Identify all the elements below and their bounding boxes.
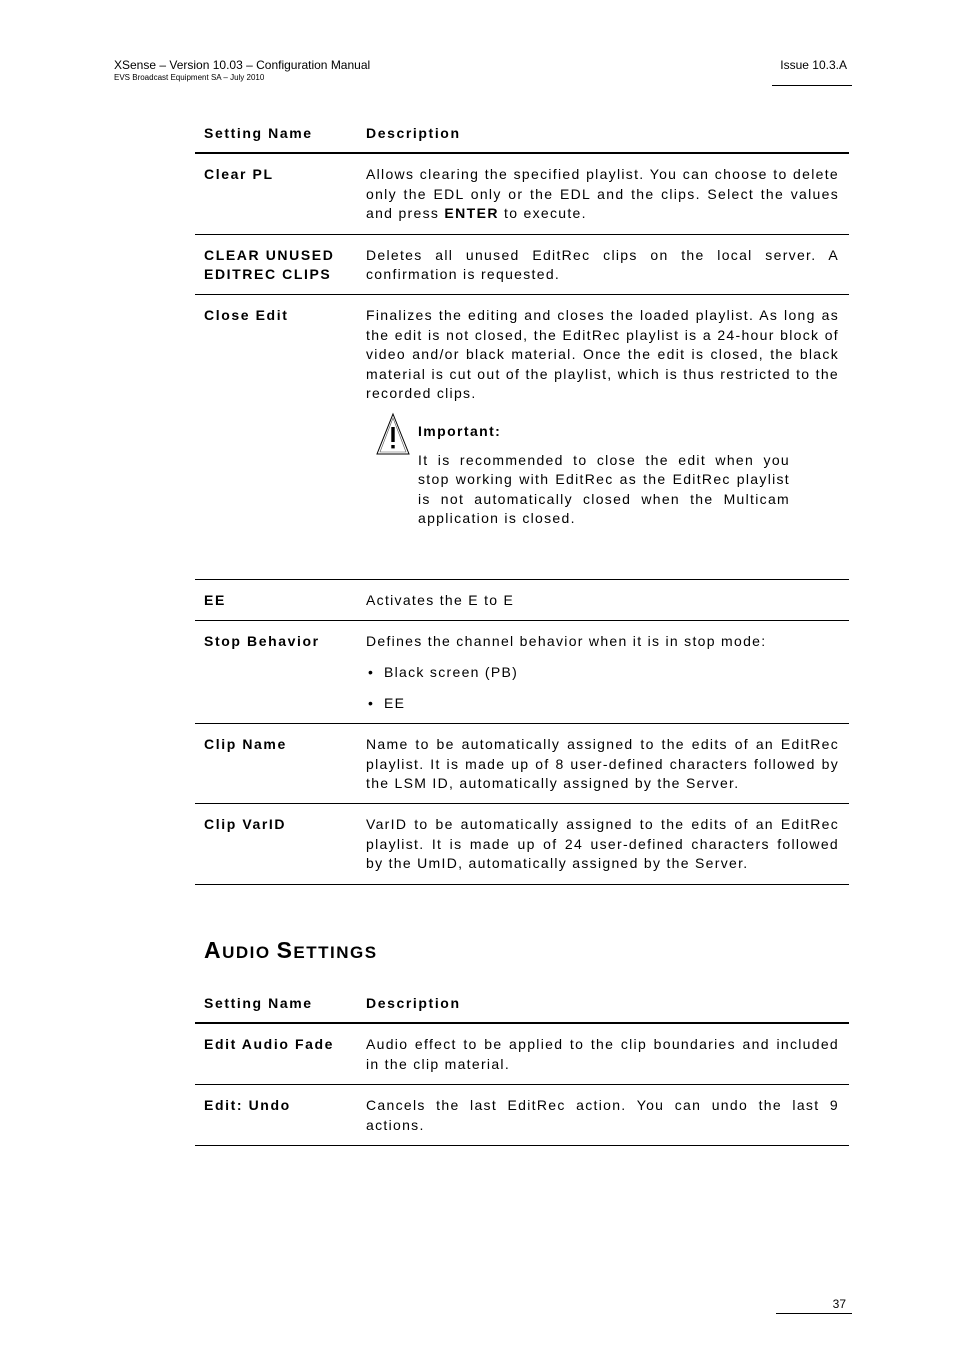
document-subtitle: EVS Broadcast Equipment SA – July 2010	[114, 73, 265, 82]
header-rule	[772, 85, 852, 86]
section-heading	[204, 935, 378, 969]
heading-rest: ETTINGS	[293, 943, 378, 962]
setting-name: Edit Audio Fade	[204, 1036, 335, 1053]
description-text: to execute.	[498, 205, 587, 222]
table-row	[195, 235, 849, 296]
setting-name: Edit: Undo	[204, 1097, 291, 1114]
table-row	[195, 804, 849, 884]
setting-description: Deletes all unused EditRec clips on the local server. A confirmation is requested.	[366, 246, 839, 283]
bullet-icon: •	[368, 664, 375, 681]
list-item	[366, 694, 839, 713]
table-row	[195, 1085, 849, 1146]
list-item-text: EE	[384, 694, 406, 711]
document-title: XSense – Version 10.03 – Configuration Manual	[114, 58, 371, 72]
setting-name: EE	[204, 591, 226, 608]
setting-description: Activates the E to E	[366, 591, 515, 608]
warning-triangle-icon	[376, 412, 418, 528]
setting-name: Clip Name	[204, 736, 287, 753]
settings-table	[195, 118, 849, 885]
page-number: 37	[832, 1297, 846, 1311]
list-item	[366, 663, 839, 682]
table-row	[195, 580, 849, 621]
setting-description: VarID to be automatically assigned to the edits of an EditRec playlist. It is made up of 24 user-defined characters followed by the UmID, automatically assigned by the Server.	[366, 816, 839, 872]
table-row	[195, 621, 849, 724]
bullet-icon: •	[368, 694, 375, 711]
description-text: Finalizes the editing and closes the loaded playlist. As long as the edit is not closed, the EditRec playlist is a 24-hour block of video and/or black material. Once the edit is closed, the black material is cut out of the playlist, which is thus restricted to the recorded clips.	[366, 307, 839, 402]
setting-name: Clip VarID	[204, 816, 287, 833]
important-title: Important:	[418, 423, 502, 440]
audio-settings-table	[195, 988, 849, 1146]
setting-name: Stop Behavior	[204, 632, 320, 649]
table-row	[195, 295, 849, 579]
setting-name-line: CLEAR UNUSED	[204, 246, 335, 263]
col-description: Description	[366, 125, 461, 141]
page-header	[114, 58, 370, 83]
key-label: ENTER	[444, 205, 499, 222]
setting-name: Close Edit	[204, 307, 289, 324]
heading-initial: A	[204, 937, 223, 963]
list-item-text: Black screen (PB)	[384, 664, 519, 681]
setting-name	[195, 235, 357, 295]
setting-name-line: EDITREC CLIPS	[204, 266, 332, 283]
table-header	[195, 988, 849, 1024]
table-row	[195, 724, 849, 804]
table-row	[195, 154, 849, 234]
col-setting-name: Setting Name	[204, 995, 313, 1011]
setting-description	[357, 154, 839, 233]
setting-description: Audio effect to be applied to the clip boundaries and included in the clip material.	[366, 1036, 839, 1072]
important-text: It is recommended to close the edit when you stop working with EditRec as the EditRec playlist is not automatically closed when the Multicam application is closed.	[418, 451, 790, 527]
setting-description: Name to be automatically assigned to the edits of an EditRec playlist. It is made up of 8 user-defined characters followed by the LSM ID, automatically assigned by the Server.	[366, 736, 839, 791]
col-description: Description	[366, 995, 461, 1011]
table-row	[195, 1024, 849, 1085]
setting-description: Cancels the last EditRec action. You can undo the last 9 actions.	[366, 1097, 839, 1133]
description-text: Defines the channel behavior when it is in stop mode:	[366, 632, 767, 649]
table-header	[195, 118, 849, 154]
footer-rule	[776, 1313, 852, 1314]
heading-rest: UDIO	[222, 943, 271, 962]
setting-description	[357, 621, 839, 723]
important-note	[376, 422, 839, 528]
setting-name: Clear PL	[204, 166, 274, 183]
heading-initial: S	[276, 937, 294, 963]
col-setting-name: Setting Name	[204, 125, 313, 141]
setting-description	[357, 295, 839, 578]
description-text: Allows clearing the specified playlist. You can choose to delete only the EDL only or the EDL and the clips. Select the values and press	[366, 166, 839, 222]
bullet-list	[366, 663, 839, 713]
issue-label: Issue 10.3.A	[780, 58, 847, 72]
